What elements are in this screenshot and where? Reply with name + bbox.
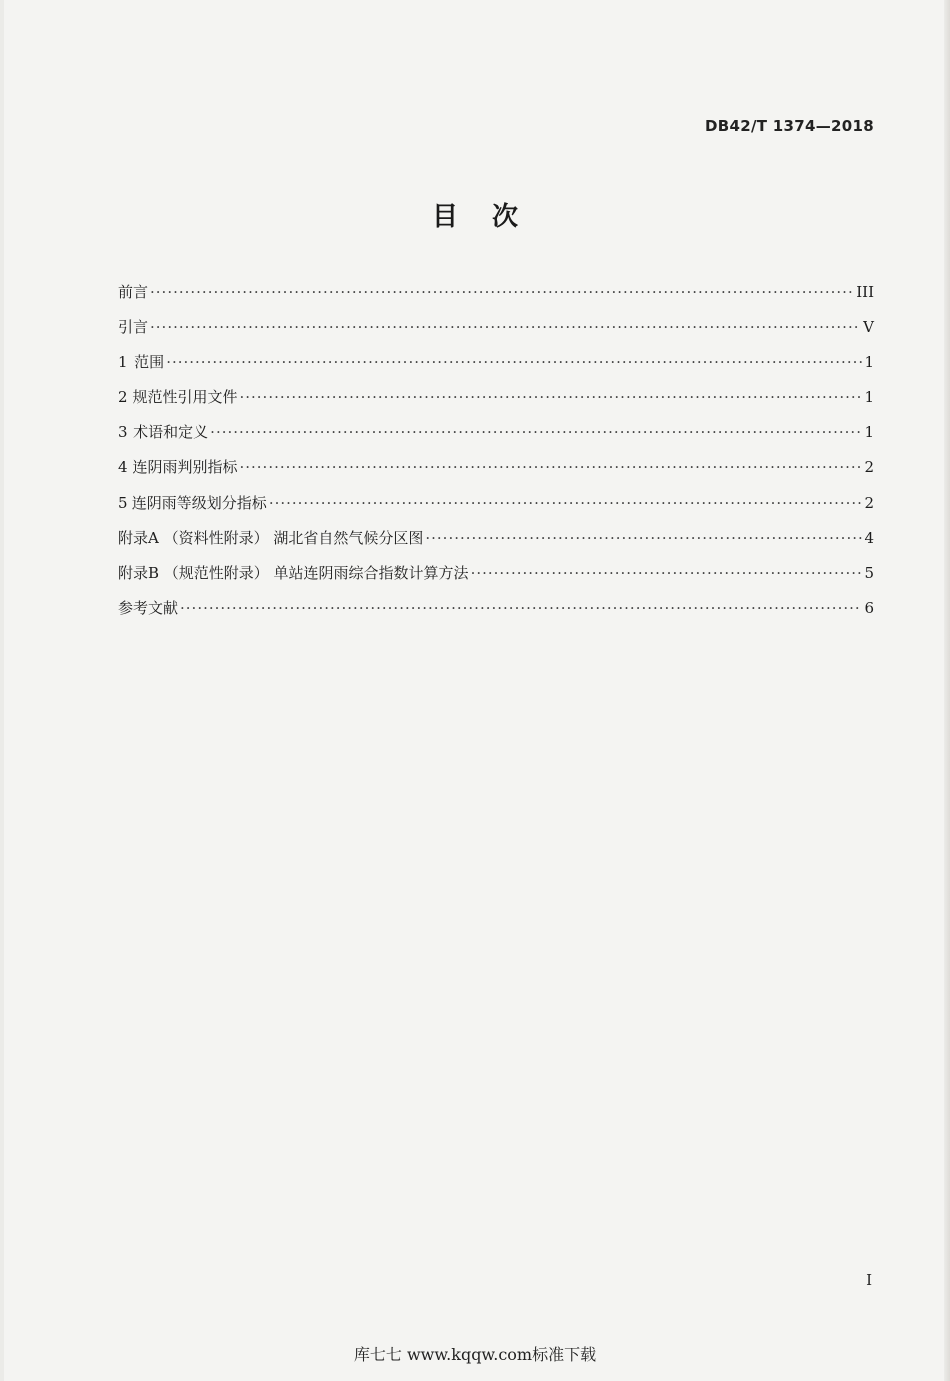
toc-entry-page: 1 — [864, 388, 874, 407]
toc-entry-label: 连阴雨判别指标 — [132, 458, 238, 477]
toc-title: 目次 — [431, 202, 552, 232]
document-code: DB42/T 1374—2018 — [705, 117, 874, 135]
toc-entry-label: 参考文献 — [118, 598, 179, 617]
toc-entry-foreword[interactable] — [118, 280, 874, 315]
toc-entry-label: 规范性引用文件 — [132, 388, 238, 407]
toc-entry-page: 1 — [864, 423, 874, 442]
toc-leader-dots — [471, 561, 863, 585]
toc-entry-appendix-b[interactable] — [118, 561, 874, 596]
toc-leader-dots — [269, 491, 863, 515]
toc-entry-number: 4 — [118, 458, 128, 477]
toc-entry-page: 2 — [864, 493, 874, 512]
toc-entry-identification-index[interactable] — [118, 455, 874, 490]
toc-entry-page: 4 — [864, 528, 874, 547]
page-number: I — [866, 1271, 872, 1289]
toc-entry-label: 连阴雨等级划分指标 — [131, 493, 267, 512]
toc-entry-normative-references[interactable] — [118, 385, 874, 420]
toc-entry-page: 6 — [864, 598, 874, 617]
toc-leader-dots — [166, 350, 862, 374]
toc-entry-page: 2 — [864, 458, 874, 477]
toc-entry-label: 术语和定义 — [133, 423, 209, 442]
toc-entry-number: 5 — [118, 493, 128, 512]
toc-entry-label: 附录A （资料性附录） 湖北省自然气候分区图 — [118, 528, 424, 547]
toc-leader-dots — [180, 596, 862, 620]
toc-leader-dots — [150, 315, 861, 339]
toc-leader-dots — [239, 455, 862, 479]
toc-entry-page: 5 — [864, 563, 874, 582]
toc-entry-label: 前言 — [118, 283, 149, 301]
toc-entry-page: 1 — [864, 353, 874, 372]
toc-leader-dots — [239, 385, 862, 409]
toc-entry-page: III — [856, 283, 874, 301]
toc-entry-number: 3 — [118, 423, 128, 442]
toc-entry-label: 附录B （规范性附录） 单站连阴雨综合指数计算方法 — [118, 563, 469, 582]
toc-entry-scope[interactable] — [118, 350, 874, 385]
toc-entry-page: V — [863, 318, 874, 337]
toc-entry-terms-definitions[interactable] — [118, 420, 874, 455]
toc-entry-number: 1 — [118, 353, 128, 372]
toc-leader-dots — [210, 420, 862, 444]
toc-entry-grade-index[interactable] — [118, 491, 874, 526]
toc-leader-dots — [425, 526, 862, 550]
toc-entry-bibliography[interactable] — [118, 596, 874, 631]
toc-leader-dots — [150, 280, 854, 304]
table-of-contents — [118, 280, 874, 631]
toc-entry-number: 2 — [118, 388, 128, 407]
toc-entry-introduction[interactable] — [118, 315, 874, 350]
footer-watermark: 库七七 www.kqqw.com标准下载 — [353, 1345, 597, 1364]
toc-entry-appendix-a[interactable] — [118, 526, 874, 561]
toc-entry-label: 引言 — [118, 318, 149, 337]
toc-entry-label: 范围 — [134, 353, 165, 372]
